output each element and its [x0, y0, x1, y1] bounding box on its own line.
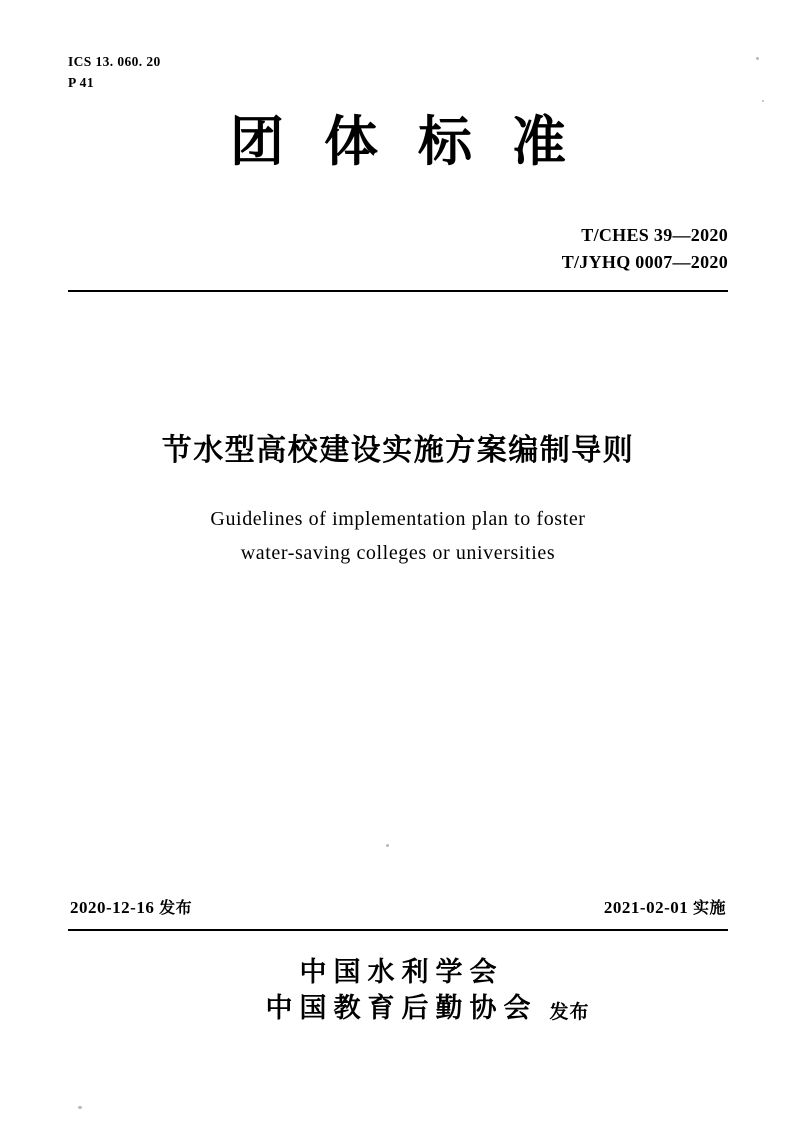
document-title-chinese: 节水型高校建设实施方案编制导则: [161, 433, 635, 468]
standard-number-list: [562, 222, 728, 276]
code-block: [68, 52, 161, 94]
effective-date-value: 2021-02-01: [603, 898, 689, 917]
ics-code: ICS 13. 060. 20: [68, 54, 161, 69]
publisher-name-2: 中国教育后勤协会: [265, 993, 538, 1025]
header-divider: [68, 290, 728, 292]
scan-speckle: [762, 100, 764, 102]
scan-speckle: [386, 844, 389, 847]
publisher-block: [0, 955, 796, 1028]
scan-speckle: [756, 57, 759, 60]
publisher-names: [259, 955, 538, 1028]
standard-number-primary: T/CHES 39—2020: [581, 225, 728, 245]
publisher-name-1: 中国水利学会: [299, 957, 504, 988]
publish-verb: 发布: [549, 1000, 590, 1023]
scan-speckle: [78, 1106, 82, 1109]
footer-divider: [68, 929, 728, 931]
issue-date-value: 2020-12-16: [70, 898, 155, 917]
issue-date-label: 发布: [159, 898, 193, 917]
issue-date: [70, 895, 192, 918]
standard-number-secondary: T/JYHQ 0007—2020: [561, 252, 728, 272]
standard-type-heading: 团体标准: [230, 110, 606, 173]
document-title-english: [0, 502, 796, 570]
effective-date-label: 实施: [692, 898, 726, 917]
document-title-english-line2: water-saving colleges or universities: [240, 542, 556, 564]
classification-code: P 41: [68, 74, 94, 90]
effective-date: [604, 895, 726, 918]
document-title-english-line1: Guidelines of implementation plan to foster: [210, 508, 586, 530]
